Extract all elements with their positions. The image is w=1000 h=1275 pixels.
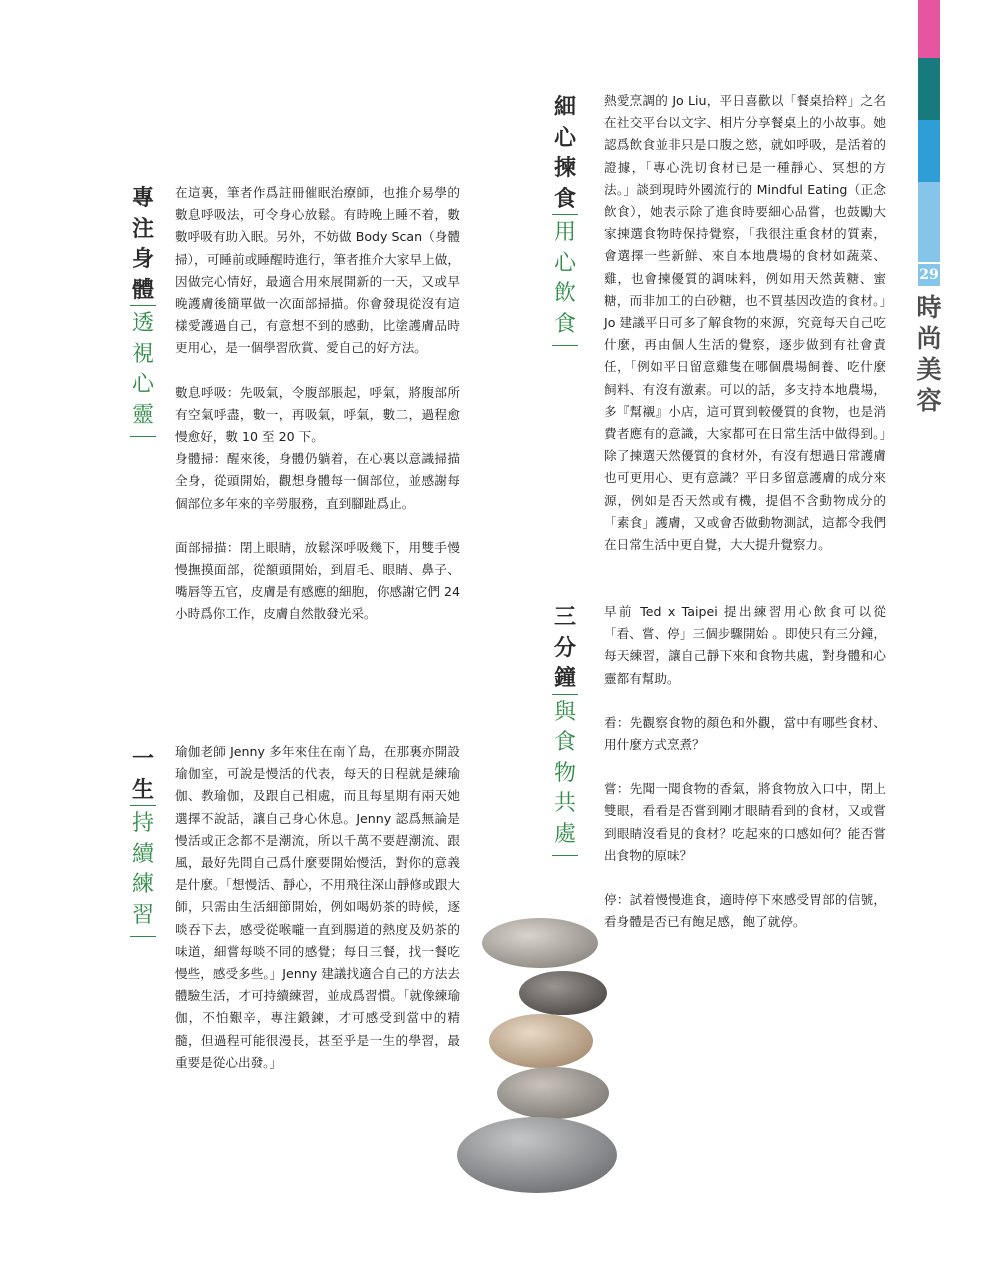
article-column-yoga	[175, 741, 460, 1074]
paragraph: 身體掃：醒來後，身體仍躺着，在心裏以意識掃描全身，從頭開始，觀想身體每一個部位，並感謝每個部位多年來的辛勞服務，直到腳趾爲止。	[175, 451, 460, 511]
heading-main: 細 心 揀 食	[553, 94, 576, 212]
paragraph: 瑜伽老師 Jenny 多年來住在南丫島，在那裏亦開設瑜伽室，可說是慢活的代表，每天的日程就是練瑜伽、教瑜伽，及跟自己相處，而且每星期有兩天她選擇不說話，讓自己身心休息。Jenny 認爲無論是慢活或正念都不是潮流，所以千萬不要趕潮流、跟風，最好先問自己爲什麼要開始慢活，對你的意義是什麼。「想慢活、靜心，不用飛往深山靜修或跟大師，只需由生活細節開始，例如喝奶茶的時候，逐啖吞下去，感受從喉嚨一直到腸道的熱度及奶茶的味道，細嘗每啖不同的感覺；每日三餐，找一餐吃慢些，感受多些。」Jenny 建議找適合自己的方法去體驗生活，才可持續練習，並成爲習慣。「就像練瑜伽，不怕艱辛，專注鍛鍊，才可感受到當中的精髓，但過程可能很漫長，甚至乎是一生的學習，最重要是從心出發。」	[175, 744, 460, 1070]
paragraph: 在這裏，筆者作爲註冊催眠治療師，也推介易學的數息呼吸法，可令身心放鬆。有時晚上睡不着，數數呼吸有助入眠。另外，不妨做 Body Scan（身體掃），可睡前或睡醒時進行，筆者推介大家早上做，因做完心情好，最適合用來展開新的一天，又或早晚護膚後簡單做一次面部掃描。你會發現從沒有這樣愛護過自己，有意想不到的感動，比塗護膚品時更用心，是一個學習欣賞、愛自己的好方法。	[175, 185, 460, 356]
heading-main: 一 生	[131, 746, 154, 803]
color-tab-pink	[918, 0, 940, 58]
stacked-stones-image	[455, 915, 630, 1195]
heading-main: 三 分 鐘	[553, 604, 576, 691]
color-tab-light-blue	[918, 182, 940, 262]
stone-beige	[489, 1014, 593, 1068]
heading-careful-food-choice	[552, 92, 578, 346]
heading-three-minutes	[552, 602, 578, 856]
stone-bottom	[457, 1117, 617, 1193]
heading-main: 專 注 身 體	[131, 185, 154, 303]
paragraph: 早前 Ted x Taipei 提出練習用心飲食可以從「看、嘗、停」三個步驟開始 。即使只有三分鐘，每天練習，讓自己靜下來和食物共處，對身體和心靈都有幫助。	[604, 604, 886, 686]
section-label: 時 尚 美 容	[916, 293, 942, 415]
heading-sub: 與 食 物 共 處	[552, 694, 578, 857]
heading-lifelong-practice	[130, 744, 156, 937]
heading-sub: 用 心 飲 食	[552, 214, 578, 346]
heading-sub: 透 視 心 靈	[130, 305, 156, 437]
article-column-body-scan	[175, 182, 460, 626]
paragraph: 看：先觀察食物的顏色和外觀，當中有哪些食材、用什麼方式烹煮？	[604, 714, 886, 753]
paragraph: 嘗：先聞一聞食物的香氣，將食物放入口中，閉上雙眼，看看是否嘗到剛才眼睛看到的食材，又或嘗到眼睛沒看見的食材？吃起來的口感如何？能否嘗出食物的原味？	[604, 781, 886, 863]
color-tab-blue	[918, 120, 940, 182]
paragraph: 面部掃描：閉上眼睛，放鬆深呼吸幾下，用雙手慢慢撫摸面部，從額頭開始，到眉毛、眼睛、鼻子、嘴唇等五官，皮膚是有感應的細胞，你感謝它們 24 小時爲你工作，皮膚自然散發光采。	[175, 539, 460, 622]
color-tab-teal	[918, 58, 940, 120]
paragraph: 熱愛烹調的 Jo Liu，平日喜歡以「餐桌拾粹」之名在社交平台以文字、相片分享餐桌上的小故事。她認爲飲食並非只是口腹之慾，就如呼吸，是活着的證據，「專心洗切食材已是一種靜心、冥想的方法。」談到現時外國流行的 Mindful Eating（正念飲食），她表示除了進食時要細心品嘗，也鼓勵大家揀選食物時保持覺察，「我很注重食材的質素，會選擇一些新鮮、來自本地農場的食材如蔬菜、雞，也會揀優質的調味料，例如用天然黃糖、蜜糖，而非加工的白砂糖，也不買基因改造的食材。」Jo 建議平日可多了解食物的來源，究竟每天自己吃什麼，再由個人生活的覺察，逐步做到有社會責任，「例如平日留意雞隻在哪個農場飼養、吃什麼飼料、有沒有激素。可以的話，多支持本地農場，多『幫襯』小店，這可買到較優質的食物，也是消費者應有的意識，大家都可在日常生活中做得到。」除了揀選天然優質的食材外，有沒有想過日常護膚也可更用心、更有意識？平日多留意護膚的成分來源，例如是否天然或有機，提倡不含動物成分的「素食」護膚，又或會否做動物測試，這都令我們在日常生活中更自覺，大大提升覺察力。	[604, 93, 886, 553]
stone-grey	[497, 1067, 609, 1119]
heading-focus-body	[130, 183, 156, 437]
paragraph: 停：試着慢慢進食，適時停下來感受胃部的信號，看身體是否已有飽足感，飽了就停。	[604, 892, 886, 930]
article-column-mindful-eating	[604, 90, 886, 556]
article-column-three-steps	[604, 601, 886, 933]
page-number: 29	[918, 264, 940, 286]
stone-top	[482, 918, 598, 968]
paragraph: 數息呼吸：先吸氣，令腹部脹起，呼氣，將腹部所有空氣呼盡，數一，再吸氣，呼氣，數二，過程愈慢愈好，數 10 至 20 下。	[175, 384, 460, 445]
heading-sub: 持 續 練 習	[130, 805, 156, 937]
stone-dark	[519, 971, 607, 1015]
